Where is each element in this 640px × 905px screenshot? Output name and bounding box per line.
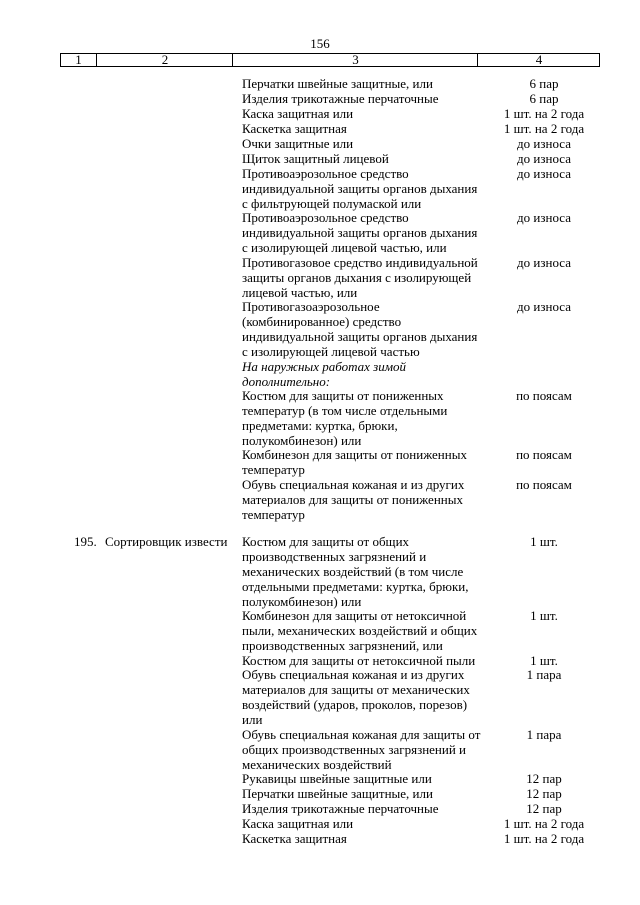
item-text: температур (в том числе отдельными: [242, 403, 448, 418]
norm-value: 1 шт.: [530, 534, 558, 549]
norm-value: до износа: [517, 166, 571, 181]
item-text: Костюм для защиты от общих: [242, 534, 410, 549]
item-text: производственных загрязнений и: [242, 549, 427, 564]
norm-value: 12 пар: [526, 786, 562, 801]
item-text: лицевой частью, или: [242, 285, 358, 300]
item-text: с изолирующей лицевой частью, или: [242, 240, 447, 255]
item-text: предметами: куртка, брюки,: [242, 418, 398, 433]
item-text: с изолирующей лицевой частью: [242, 344, 420, 359]
row-number: 195.: [74, 534, 97, 549]
item-text: отдельными предметами: куртка, брюки,: [242, 579, 469, 594]
item-text: полукомбинезон) или: [242, 594, 362, 609]
item-text: Каскетка защитная: [242, 121, 347, 136]
item-text: Перчатки швейные защитные, или: [242, 786, 433, 801]
norm-value: 1 шт.: [530, 608, 558, 623]
item-text: Каска защитная или: [242, 106, 354, 121]
norm-value: до износа: [517, 210, 571, 225]
item-text: индивидуальной защиты органов дыхания: [242, 329, 478, 344]
item-text: Обувь специальная кожаная и из других: [242, 477, 465, 492]
item-text: (комбинированное) средство: [242, 314, 402, 329]
item-text: с фильтрующей полумаской или: [242, 196, 422, 211]
item-text: производственных загрязнений, или: [242, 638, 443, 653]
item-text: пыли, механических воздействий и общих: [242, 623, 478, 638]
norm-value: 12 пар: [526, 771, 562, 786]
item-text: Перчатки швейные защитные, или: [242, 76, 433, 91]
item-text: Противоаэрозольное средство: [242, 210, 409, 225]
section-note: дополнительно:: [242, 374, 331, 389]
item-text: Комбинезон для защиты от пониженных: [242, 447, 467, 462]
item-text: Обувь специальная кожаная и из других: [242, 667, 465, 682]
item-text: индивидуальной защиты органов дыхания: [242, 181, 478, 196]
norm-value: 1 шт. на 2 года: [503, 121, 585, 136]
item-text: полукомбинезон) или: [242, 433, 362, 448]
norm-value: 1 пара: [526, 667, 562, 682]
item-text: материалов для защиты от механических: [242, 682, 470, 697]
item-text: материалов для защиты от пониженных: [242, 492, 463, 507]
header-col-3: 3: [232, 54, 478, 66]
norm-value: 12 пар: [526, 801, 562, 816]
item-text: Комбинезон для защиты от нетоксичной: [242, 608, 467, 623]
item-text: общих производственных загрязнений и: [242, 742, 467, 757]
norm-value: 1 шт. на 2 года: [503, 831, 585, 846]
item-text: Каска защитная или: [242, 816, 354, 831]
item-text: Костюм для защиты от пониженных: [242, 388, 444, 403]
item-text: механических воздействий (в том числе: [242, 564, 464, 579]
item-text: температур: [242, 462, 305, 477]
item-text: Изделия трикотажные перчаточные: [242, 801, 439, 816]
item-text: или: [242, 712, 263, 727]
item-text: Обувь специальная кожаная для защиты от: [242, 727, 481, 742]
item-text: защиты органов дыхания с изолирующей: [242, 270, 472, 285]
header-col-4: 4: [477, 54, 600, 66]
item-text: температур: [242, 507, 305, 522]
header-col-2: 2: [96, 54, 233, 66]
norm-value: 1 пара: [526, 727, 562, 742]
item-text: Изделия трикотажные перчаточные: [242, 91, 439, 106]
item-text: механических воздействий: [242, 757, 392, 772]
norm-value: по поясам: [516, 477, 572, 492]
profession-name: Сортировщик извести: [105, 534, 228, 549]
item-text: Рукавицы швейные защитные или: [242, 771, 432, 786]
header-col-1: 1: [75, 52, 82, 67]
norm-value: 1 шт. на 2 года: [503, 816, 585, 831]
item-text: Противогазовое средство индивидуальной: [242, 255, 478, 270]
item-text: Очки защитные или: [242, 136, 354, 151]
norm-value: 1 шт. на 2 года: [503, 106, 585, 121]
item-text: Костюм для защиты от нетоксичной пыли: [242, 653, 476, 668]
norm-value: до износа: [517, 299, 571, 314]
table-header-row: [60, 53, 600, 67]
norm-value: 1 шт.: [530, 653, 558, 668]
page-number: 156: [310, 36, 330, 51]
norm-value: до износа: [517, 255, 571, 270]
item-text: Противоаэрозольное средство: [242, 166, 409, 181]
norm-value: 6 пар: [529, 91, 559, 106]
norm-value: по поясам: [516, 447, 572, 462]
norm-value: до износа: [517, 136, 571, 151]
norm-value: 6 пар: [529, 76, 559, 91]
item-text: индивидуальной защиты органов дыхания: [242, 225, 478, 240]
item-text: Щиток защитный лицевой: [242, 151, 389, 166]
item-text: воздействий (ударов, проколов, порезов): [242, 697, 468, 712]
item-text: Каскетка защитная: [242, 831, 347, 846]
norm-value: до износа: [517, 151, 571, 166]
section-note: На наружных работах зимой: [242, 359, 407, 374]
norm-value: по поясам: [516, 388, 572, 403]
item-text: Противогазоаэрозольное: [242, 299, 380, 314]
